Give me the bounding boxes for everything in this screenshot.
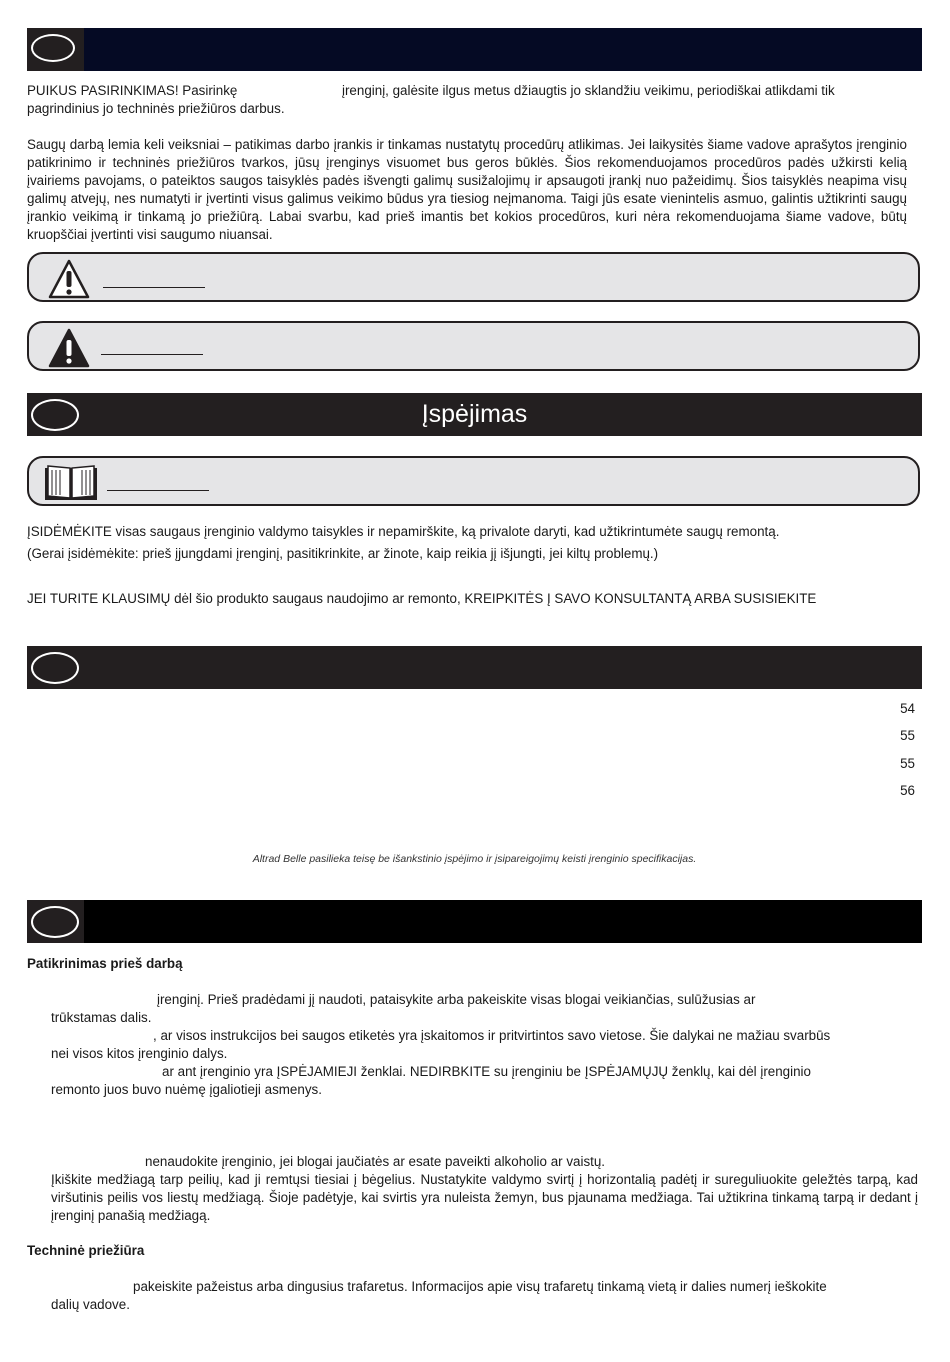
check-item-2-line-1: , ar visos instrukcijos bei saugos etiketės yra įskaitomos ir pritvirtintos savo vietose. Šie dalykai ne mažiau svarbūs bbox=[153, 1028, 831, 1043]
warning-triangle-outline-icon bbox=[47, 258, 91, 300]
maintenance-item-1-line-2: dalių vadove. bbox=[51, 1297, 130, 1312]
check-item-3-line-2: remonto juos buvo nuėmę įgaliotieji asmenys. bbox=[51, 1082, 322, 1097]
intro-safety-paragraph: Saugų darbą lemia keli veiksniai – patikimas darbo įrankis ir tinkamas nustatytų procedūrų atlikimas. Jei laikysitės šiame vadove aprašytos įrenginio patikrinimo ir techninės priežiūros tvarkos, jūsų įrenginys visuomet bus geros būklės. Šios rekomenduojamos procedūros padės užkirsti kelią įvairiems pavojams, o pateiktos saugos taisyklės padės išvengti galimų susižalojimų ir apsaugoti įrankį nuo pažeidimų. Šios taisyklės neapima visų galimų atvejų, nes numatyti ir įvertinti visus galimus veikimo būdus yra tiesiog neįmanoma. Taigi jūs esate vienintelis asmuo, galintis užtikrinti saugų įrankio veikimą ir tinkamą jo priežiūrą. Labai svarbu, kad prieš imantis bet kokios procedūros, kuri nėra rekomenduojama šiame vadove, būtų kruopščiai įvertinti visi saugumo niuansai. bbox=[27, 137, 907, 242]
caution-underline bbox=[103, 287, 205, 288]
contents-page-number: 55 bbox=[900, 756, 915, 771]
language-oval-icon bbox=[31, 34, 75, 62]
check-item-4: nenaudokite įrenginio, jei blogai jaučiatės ar esate paveikti alkoholio ar vaistų. bbox=[145, 1154, 606, 1169]
maintenance-heading: Techninė priežiūra bbox=[27, 1243, 145, 1258]
intro-lead-b: įrenginį, galėsite ilgus metus džiaugtis jo sklandžiu veikimu, periodiškai atlikdami tik bbox=[342, 83, 835, 98]
contents-page-number: 55 bbox=[900, 728, 915, 743]
specification-disclaimer: Altrad Belle pasilieka teisę be išankstinio įspėjimo ir įsipareigojimų keisti įrenginio specifikacijas. bbox=[252, 853, 697, 865]
check-item-5: Įkiškite medžiagą tarp peilių, kad ji remtųsi tiesiai į bėgelius. Nustatykite valdymo svirtį į horizontalią padėtį ir sureguliuokite geležtės tarpą, kad viršutinis peilis vos liestų medžiagą. Šioje padėtyje, kai svirtis yra nuleista žemyn, bus pjaunama medžiaga. Tai užtikrina tinkamą tarpą ir dedant į įrenginį panašią medžiagą. bbox=[51, 1172, 918, 1223]
warning-underline bbox=[101, 354, 203, 355]
language-oval-icon bbox=[31, 906, 79, 938]
warning-box-caution bbox=[27, 252, 920, 302]
section-title-warning: Įspėjimas bbox=[421, 400, 528, 428]
intro-lead-c: pagrindinius jo techninės priežiūros darbus. bbox=[27, 101, 285, 116]
section-header-bar-3 bbox=[27, 646, 922, 689]
manual-notice-box bbox=[27, 456, 920, 506]
section-header-bar-1 bbox=[27, 28, 922, 71]
questions-text: JEI TURITE KLAUSIMŲ dėl šio produkto saugaus naudojimo ar remonto, KREIPKITĖS Į SAVO KONSULTANTĄ ARBA SUSISIEKITE bbox=[27, 591, 817, 606]
check-item-1-line-1: įrenginį. Prieš pradėdami jį naudoti, pataisykite arba pakeiskite visas blogai veikiančias, sulūžusias ar bbox=[157, 992, 756, 1007]
intro-lead-a: PUIKUS PASIRINKIMAS! Pasirinkę bbox=[27, 83, 238, 98]
language-oval-icon bbox=[31, 652, 79, 684]
contents-page-number: 56 bbox=[900, 783, 915, 798]
maintenance-item-1-line-1: pakeiskite pažeistus arba dingusius trafaretus. Informacijos apie visų trafaretų tinkamą vietą ir dalies numerį ieškokite bbox=[133, 1279, 827, 1294]
section-header-bar-4 bbox=[27, 900, 922, 943]
section-tab bbox=[27, 900, 84, 943]
check-item-3-line-1: ar ant įrenginio yra ĮSPĖJAMIEJI ženklai. NEDIRBKITE su įrenginiu be ĮSPĖJAMŲJŲ ženklų, kai dėl įrenginio bbox=[162, 1064, 811, 1079]
pre-operation-checks-heading: Patikrinimas prieš darbą bbox=[27, 956, 183, 971]
section-header-bar-2 bbox=[27, 393, 922, 436]
remember-note-text: (Gerai įsidėmėkite: prieš įjungdami įrenginį, pasitikrinkite, ar žinote, kaip reikia jį išjungti, jei kiltų problemų.) bbox=[27, 546, 659, 561]
manual-underline bbox=[107, 490, 209, 491]
remember-rules-text: ĮSIDĖMĖKITE visas saugaus įrenginio valdymo taisykles ir nepamirškite, ką privalote daryti, kad užtikrintumėte saugų remontą. bbox=[27, 524, 780, 539]
contents-page-number: 54 bbox=[900, 701, 915, 716]
manual-book-icon bbox=[43, 462, 99, 502]
section-tab bbox=[27, 28, 84, 71]
check-item-2-line-2: nei visos kitos įrenginio dalys. bbox=[51, 1046, 228, 1061]
check-item-1-line-2: trūkstamas dalis. bbox=[51, 1010, 152, 1025]
warning-box-warning bbox=[27, 321, 920, 371]
warning-triangle-solid-icon bbox=[47, 327, 91, 369]
